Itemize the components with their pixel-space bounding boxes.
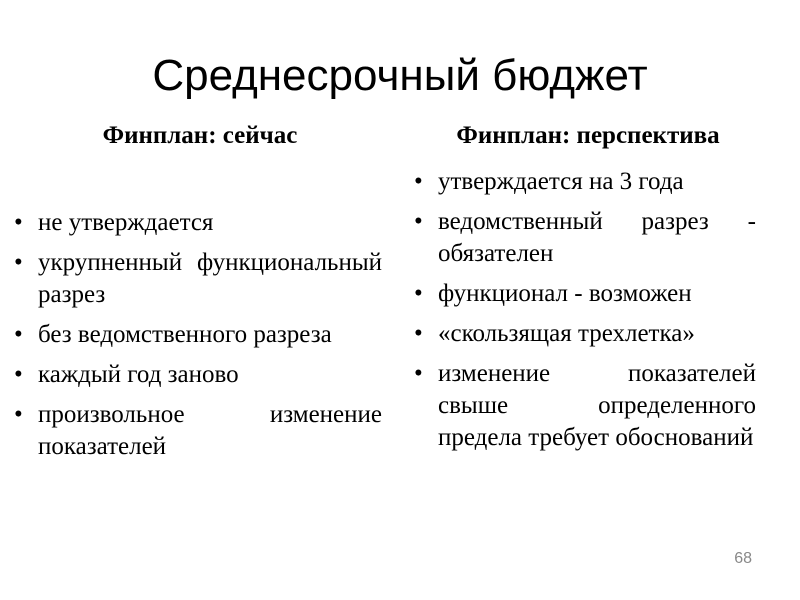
list-item-text: утверждается на 3 года xyxy=(438,168,684,195)
bullet-icon: • xyxy=(414,360,423,387)
slide-title: Среднесрочный бюджет xyxy=(152,51,648,100)
bullet-icon: • xyxy=(14,249,23,276)
list-item-text: произвольное изменение показателей xyxy=(38,401,382,460)
list-item-text: «скользящая трехлетка» xyxy=(438,320,695,347)
list-item-text: ведомственный разрез - обязателен xyxy=(438,208,756,267)
left-bullet-list xyxy=(12,207,382,471)
list-item xyxy=(412,166,756,198)
list-item-text: укрупненный функциональный разрез xyxy=(38,249,382,308)
list-item xyxy=(12,359,382,391)
bullet-icon: • xyxy=(14,209,23,236)
bullet-icon: • xyxy=(414,320,423,347)
list-item-text: без ведомственного разреза xyxy=(38,321,332,348)
bullet-icon: • xyxy=(14,321,23,348)
list-item xyxy=(412,278,756,310)
list-item xyxy=(412,318,756,350)
list-item xyxy=(12,207,382,239)
list-item-text: не утверждается xyxy=(38,209,214,236)
bullet-icon: • xyxy=(14,361,23,388)
page-number: 68 xyxy=(734,550,752,567)
list-item-text: изменение показателей свыше определенного предела требует обоснований xyxy=(438,360,756,451)
list-item xyxy=(412,358,756,454)
bullet-icon: • xyxy=(414,280,423,307)
list-item xyxy=(12,399,382,463)
right-column-heading: Финплан: перспектива xyxy=(456,122,720,149)
list-item xyxy=(12,247,382,311)
list-item-text: функционал - возможен xyxy=(438,280,692,307)
bullet-icon: • xyxy=(14,401,23,428)
left-column-heading: Финплан: сейчас xyxy=(102,122,298,149)
list-item-text: каждый год заново xyxy=(38,361,239,388)
list-item xyxy=(12,319,382,351)
list-item xyxy=(412,206,756,270)
right-bullet-list xyxy=(412,166,756,462)
bullet-icon: • xyxy=(414,208,423,235)
bullet-icon: • xyxy=(414,168,423,195)
